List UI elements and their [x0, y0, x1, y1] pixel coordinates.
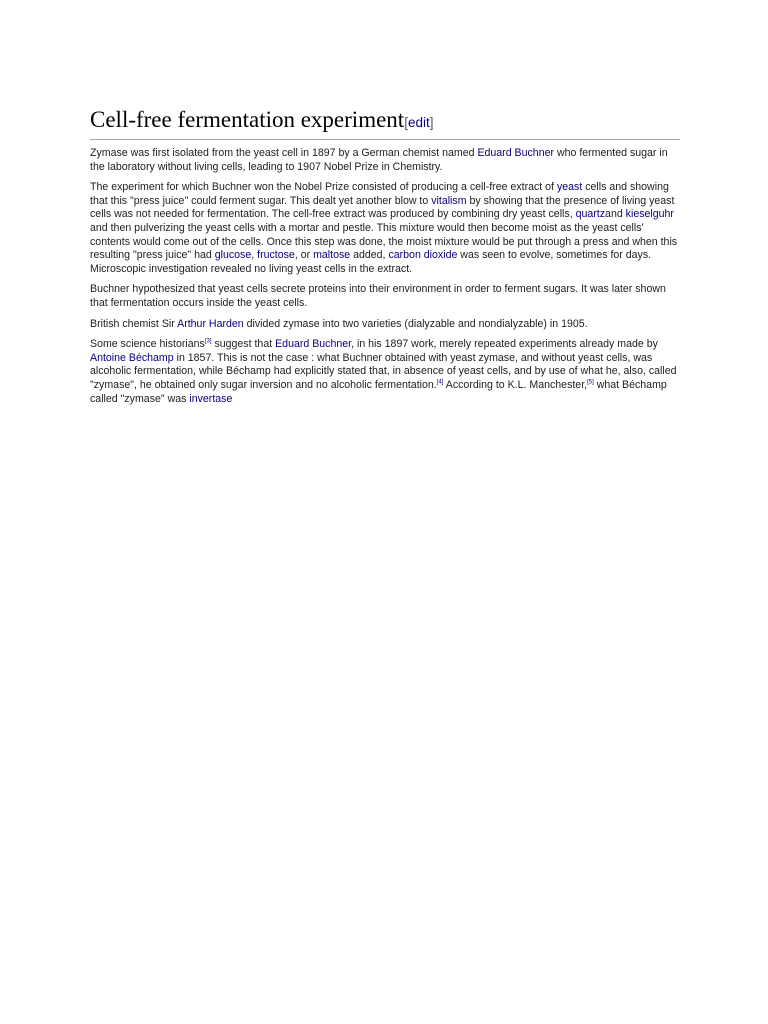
reference-4[interactable]: [4]: [436, 379, 444, 386]
link-carbon-dioxide[interactable]: carbon dioxide: [388, 249, 458, 262]
reference-3[interactable]: [3]: [204, 338, 212, 345]
edit-section: [edit]: [404, 115, 434, 130]
paragraph-1: Zymase was first isolated from the yeast cell in 1897 by a German chemist named Eduard Buchner who fermented sugar in the laboratory without living cells, leading to 1907 Nobel Prize in Chemistry.: [90, 147, 668, 173]
link-eduard-buchner[interactable]: Eduard Buchner: [477, 147, 554, 159]
paragraph-2: The experiment for which Buchner won the Nobel Prize consisted of producing a cell-free extract of yeast cells and showing that this "press juice" could ferment sugar. This dealt yet another blow to vitalism by showing that the presence of living yeast cells was not needed for fermentation. The cell-free extract was produced by combining dry yeast cells, quartzand kieselguhr and then pulverizing the yeast cells with a mortar and pestle. This mixture would then become moist as the yeast cells' contents would come out of the cells. Once this step was done, the moist mixture would be put through a press and when this resulting "press juice" had glucose, fructose, or maltose added, carbon dioxide was seen to evolve, sometimes for days. Microscopic investigation revealed no living yeast cells in the extract.: [90, 181, 678, 275]
link-antoine-bechamp[interactable]: Antoine Béchamp: [90, 351, 174, 364]
link-maltose[interactable]: maltose: [313, 249, 351, 262]
link-eduard-buchner-2[interactable]: Eduard Buchner: [275, 338, 352, 351]
paragraph-3: Buchner hypothesized that yeast cells secrete proteins into their environment in order to ferment sugars. It was later shown that fermentation occurs inside the yeast cells.: [90, 283, 666, 309]
link-glucose[interactable]: glucose: [214, 249, 252, 262]
reference-5[interactable]: [5]: [587, 379, 594, 386]
link-arthur-harden[interactable]: Arthur Harden: [177, 317, 244, 330]
link-kieselguhr[interactable]: kieselguhr: [625, 208, 674, 221]
link-quartz[interactable]: quartz: [575, 208, 606, 221]
article-section: [90, 106, 680, 406]
paragraph-5: Some science historians[3] suggest that Eduard Buchner, in his 1897 work, merely repeated experiments already made by Antoine Béchamp in 1857. This is not the case : what Buchner obtained with yeast zymase, and without yeast cells, was alcoholic fermentation, while Béchamp had explicitly stated that, in absence of yeast cells, and by use of what he, also, called "zymase", he obtained only sugar inversion and no alcoholic fermentation.[4] According to K.L. Manchester,[5] what Béchamp called "zymase" was invertase: [90, 338, 677, 405]
link-yeast[interactable]: yeast: [556, 181, 583, 194]
link-invertase[interactable]: invertase: [189, 392, 233, 405]
paragraph-4: British chemist Sir Arthur Harden divided zymase into two varieties (dialyzable and nondialyzable) in 1905.: [90, 317, 588, 330]
section-title: Cell-free fermentation experiment: [90, 107, 405, 132]
section-heading: [90, 106, 680, 140]
link-vitalism[interactable]: vitalism: [431, 194, 467, 207]
link-fructose[interactable]: fructose: [257, 249, 295, 262]
edit-link[interactable]: edit: [407, 115, 430, 130]
article-body: [90, 147, 680, 406]
